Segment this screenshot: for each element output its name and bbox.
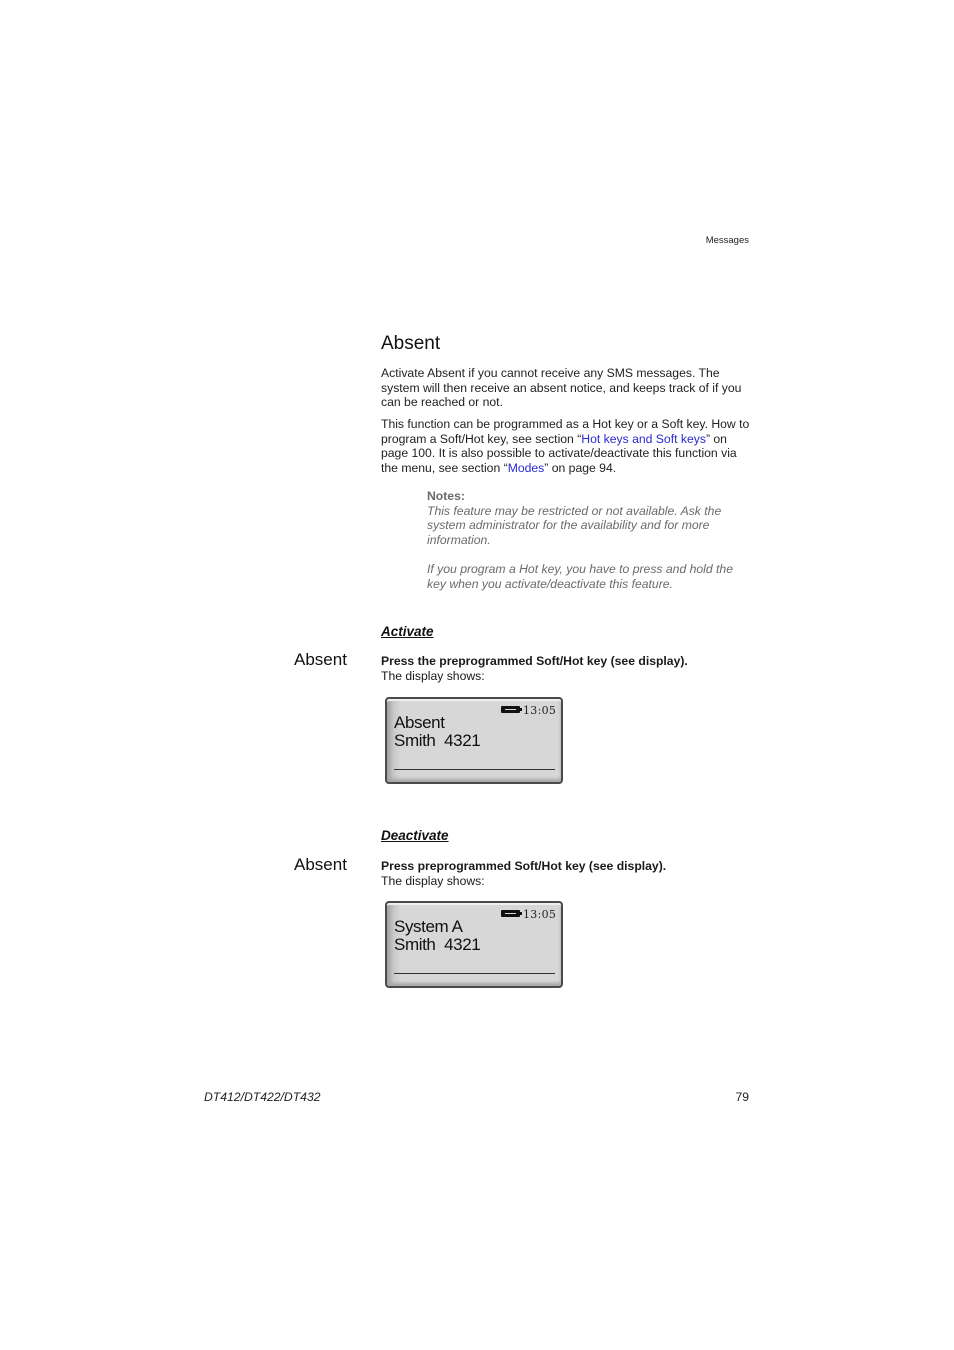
page-title: Absent	[381, 333, 441, 354]
notes-block	[427, 489, 752, 591]
intro-text-a: This function can be programmed as a Hot key or a Soft key. How to program a Soft/Hot key, see section “	[381, 417, 750, 446]
note-1: This feature may be restricted or not available. Ask the system administrator for the availability and for more information.	[427, 503, 722, 547]
running-header: Messages	[705, 235, 749, 246]
deactivate-key-label: Absent	[294, 855, 347, 874]
display-time: 13:05	[523, 908, 557, 921]
hot-soft-keys-link[interactable]: Hot keys and Soft keys	[581, 431, 706, 446]
display-line-2: Smith 4321	[394, 935, 481, 954]
battery-icon	[501, 910, 520, 917]
activate-phone-display	[385, 697, 563, 784]
note-2: If you program a Hot key, you have to press and hold the key when you activate/deactivate this feature.	[427, 561, 733, 591]
display-softkey-divider	[394, 769, 555, 770]
deactivate-instruction	[381, 859, 761, 889]
activate-instruction	[381, 654, 761, 684]
deactivate-instruction-text: Press preprogrammed Soft/Hot key (see display).	[381, 859, 667, 873]
intro-paragraph-2	[381, 417, 753, 475]
deactivate-display-note: The display shows:	[381, 874, 485, 888]
footer-page-number: 79	[735, 1090, 749, 1104]
activate-heading: Activate	[381, 624, 434, 639]
display-time: 13:05	[523, 704, 557, 717]
display-line-1: System A	[394, 917, 463, 936]
display-line-2: Smith 4321	[394, 731, 481, 750]
display-line-1: Absent	[394, 713, 445, 732]
notes-label: Notes:	[427, 489, 465, 503]
intro-text-c: ” on page 94.	[544, 460, 617, 475]
deactivate-heading: Deactivate	[381, 828, 449, 843]
intro-paragraph-1: Activate Absent if you cannot receive any SMS messages. The system will then receive an absent notice, and keeps track of if you can be reached or not.	[381, 366, 742, 410]
display-softkey-divider	[394, 973, 555, 974]
battery-icon	[501, 706, 520, 713]
activate-display-note: The display shows:	[381, 669, 485, 683]
footer-model: DT412/DT422/DT432	[204, 1090, 321, 1104]
deactivate-phone-display	[385, 901, 563, 988]
activate-key-label: Absent	[294, 650, 347, 669]
intro-text-b: ” on page 100. It is also possible to activate/deactivate this function via the menu, see section “	[381, 431, 737, 475]
modes-link[interactable]: Modes	[507, 460, 545, 475]
activate-instruction-text: Press the preprogrammed Soft/Hot key (see display).	[381, 654, 688, 668]
